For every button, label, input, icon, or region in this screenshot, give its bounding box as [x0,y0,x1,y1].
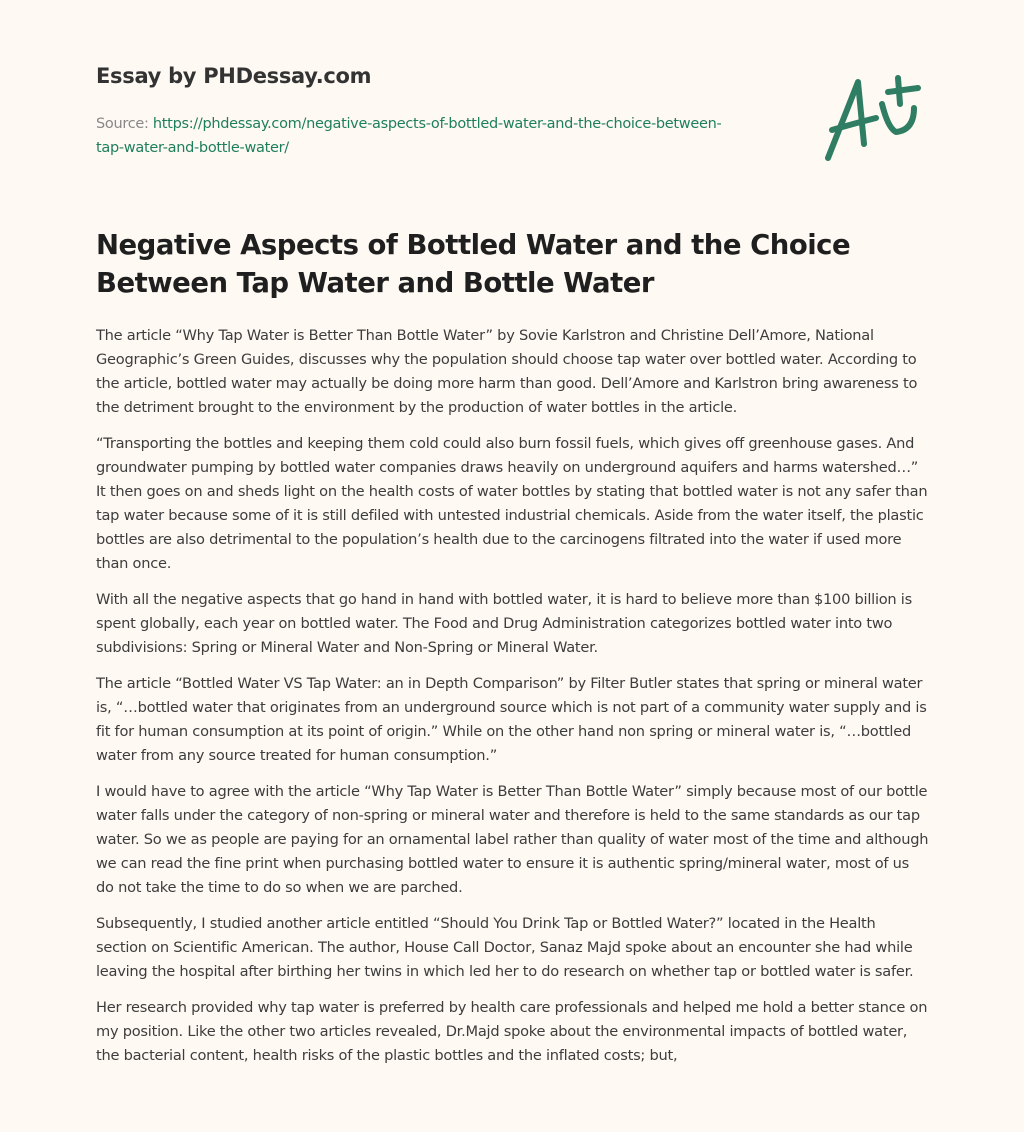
source-line [96,112,736,160]
source-link[interactable]: https://phdessay.com/negative-aspects-of-bottled-water-and-the-choice-between-tap-water-and-bottle-water/ [96,116,722,156]
source-label: Source: [96,116,153,132]
paragraph: Her research provided why tap water is preferred by health care professionals and helped me hold a better stance on my position. Like the other two articles revealed, Dr.Majd spoke about the environmental impacts of bottled water, the bacterial content, health risks of the plastic bottles and the inflated costs; but, [96,999,928,1064]
paragraph: Subsequently, I studied another article entitled “Should You Drink Tap or Bottled Water?” located in the Health section on Scientific American. The author, House Call Doctor, Sanaz Majd spoke about an encounter she had while leaving the hospital after birthing her twins in which led her to do research on whether tap or bottled water is safer. [96,915,914,980]
essay-title: Negative Aspects of Bottled Water and the Choice Between Tap Water and Bottle Water [96,229,851,299]
a-plus-logo [818,74,928,168]
paragraph: I would have to agree with the article “Why Tap Water is Better Than Bottle Water” simply because most of our bottle water falls under the category of non-spring or mineral water and therefore is held to the same standards as our tap water. So we as people are paying for an ornamental label rather than quality of water most of the time and although we can read the fine print when purchasing bottled water to ensure it is authentic spring/mineral water, most of us do not take the time to do so when we are parched. [96,783,929,896]
essay-body [96,324,930,1080]
paragraph: The article “Bottled Water VS Tap Water: an in Depth Comparison” by Filter Butler states that spring or mineral water is, “…bottled water that originates from an underground source which is not part of a community water supply and is fit for human consumption at its point of origin.” While on the other hand non spring or mineral water is, “…bottled water from any source treated for human consumption.” [96,675,927,764]
paragraph: “Transporting the bottles and keeping them cold could also burn fossil fuels, which gives off greenhouse gases. And groundwater pumping by bottled water companies draws heavily on underground aquifers and harms watershed…” It then goes on and sheds light on the health costs of water bottles by stating that bottled water is not any safer than tap water because some of it is still defiled with untested industrial chemicals. Aside from the water itself, the plastic bottles are also detrimental to the population’s health due to the carcinogens filtrated into the water if used more than once. [96,435,928,572]
site-brand: Essay by PHDessay.com [96,64,372,88]
paragraph: With all the negative aspects that go hand in hand with bottled water, it is hard to believe more than $100 billion is spent globally, each year on bottled water. The Food and Drug Administration categorizes bottled water into two subdivisions: Spring or Mineral Water and Non-Spring or Mineral Water. [96,591,912,656]
paragraph: The article “Why Tap Water is Better Than Bottle Water” by Sovie Karlstron and Christine Dell’Amore, National Geographic’s Green Guides, discusses why the population should choose tap water over bottled water. According to the article, bottled water may actually be doing more harm than good. Dell’Amore and Karlstron bring awareness to the detriment brought to the environment by the production of water bottles in the article. [96,327,918,416]
